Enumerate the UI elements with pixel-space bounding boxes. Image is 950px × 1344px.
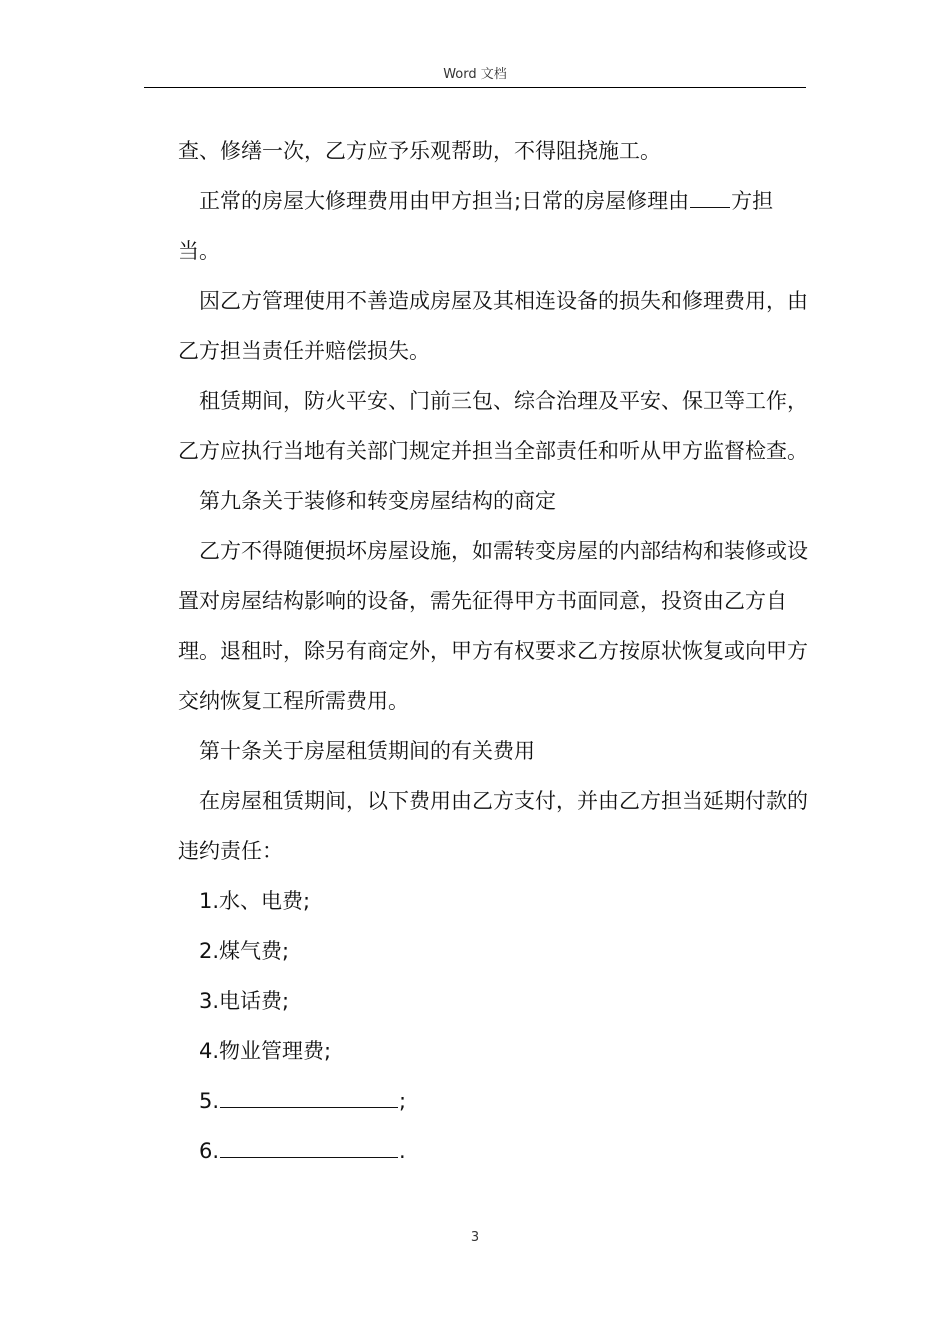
- list-item-end: ;: [399, 1089, 407, 1113]
- paragraph: 乙方不得随便损坏房屋设施，如需转变房屋的内部结构和装修或设置对房屋结构影响的设备，需先征得甲方书面同意，投资由乙方自理。退租时，除另有商定外，甲方有权要求乙方按原状恢复或向甲方交纳恢复工程所需费用。: [178, 539, 808, 713]
- paragraph-text-before-blank: 正常的房屋大修理费用由甲方担当;日常的房屋修理由: [199, 189, 690, 213]
- paragraph: 租赁期间，防火平安、门前三包、综合治理及平安、保卫等工作，乙方应执行当地有关部门规定并担当全部责任和听从甲方监督检查。: [178, 389, 808, 463]
- list-item: 2.煤气费;: [199, 939, 290, 963]
- paragraph: 在房屋租赁期间，以下费用由乙方支付，并由乙方担当延期付款的违约责任：: [178, 789, 808, 863]
- article-heading: 第九条关于装修和转变房屋结构的商定: [199, 489, 556, 513]
- list-item-number: 5.: [199, 1089, 220, 1113]
- page-header: Word 文档: [443, 67, 507, 82]
- paragraph-text-after-blank: 方担当。: [178, 189, 774, 263]
- list-item-end: .: [399, 1139, 406, 1163]
- list-item-number: 6.: [199, 1139, 220, 1163]
- list-item-blank: [178, 1076, 810, 1126]
- fill-in-blank: [220, 1135, 398, 1158]
- list-item: 4.物业管理费;: [199, 1039, 332, 1063]
- paragraph: 查、修缮一次，乙方应予乐观帮助，不得阻挠施工。: [178, 139, 661, 163]
- list-item: 3.电话费;: [199, 989, 290, 1013]
- header-divider: [144, 87, 806, 88]
- paragraph: 因乙方管理使用不善造成房屋及其相连设备的损失和修理费用，由乙方担当责任并赔偿损失。: [178, 289, 808, 363]
- fill-in-blank: [220, 1085, 398, 1108]
- page-number: 3: [470, 1230, 480, 1245]
- list-item: 1.水、电费;: [199, 889, 311, 913]
- paragraph-repair-costs: [178, 176, 810, 276]
- fill-in-blank: [690, 185, 730, 208]
- document-body: [178, 126, 810, 1176]
- article-heading: 第十条关于房屋租赁期间的有关费用: [199, 739, 535, 763]
- list-item-blank: [178, 1126, 810, 1176]
